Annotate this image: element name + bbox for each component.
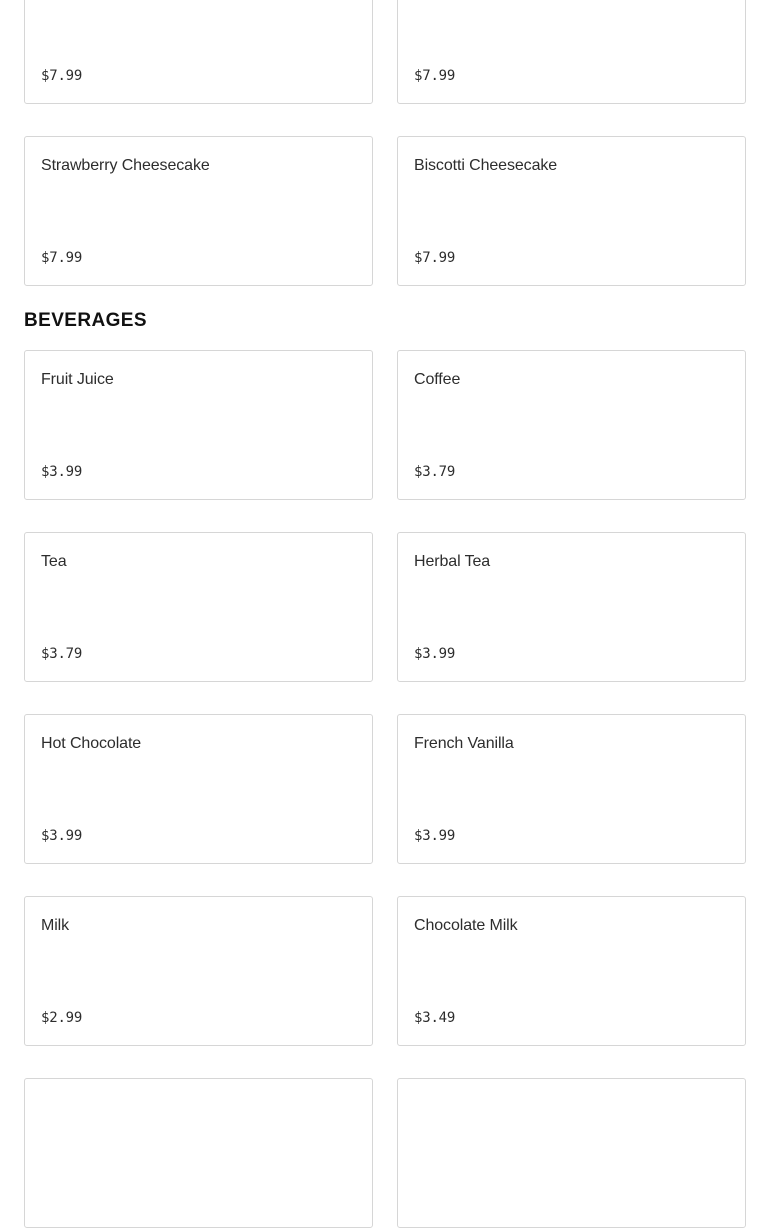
menu-item-price: $3.99 [414, 646, 456, 662]
menu-item-name: Milk [41, 917, 70, 934]
menu-item-name: Fruit Juice [41, 371, 114, 388]
menu-item-price: $7.99 [41, 68, 83, 84]
menu-item-card[interactable] [397, 136, 746, 286]
menu-item-price: $7.99 [41, 250, 83, 266]
menu-item-card[interactable] [397, 1078, 746, 1228]
menu-item-price: $3.49 [414, 1010, 456, 1026]
menu-item-price: $3.79 [41, 646, 83, 662]
menu-item-name: Coffee [414, 371, 461, 388]
menu-item-price: $3.79 [414, 464, 456, 480]
menu-item-card[interactable] [397, 896, 746, 1046]
menu-item-card[interactable] [24, 896, 373, 1046]
menu-item-name: Herbal Tea [414, 553, 491, 570]
menu-item-price: $2.99 [41, 1010, 83, 1026]
menu-item-name: French Vanilla [414, 735, 514, 752]
menu-item-card[interactable] [24, 0, 373, 104]
menu-item-price: $7.99 [414, 250, 456, 266]
menu-item-card[interactable] [24, 532, 373, 682]
menu-item-price: $3.99 [414, 828, 456, 844]
menu-item-price: $3.99 [41, 828, 83, 844]
menu-item-card[interactable] [24, 1078, 373, 1228]
menu-item-card[interactable] [24, 136, 373, 286]
menu-item-name: Strawberry Cheesecake [41, 157, 210, 174]
menu-item-card[interactable] [24, 714, 373, 864]
menu-item-name: Hot Chocolate [41, 735, 142, 752]
menu-item-price: $7.99 [414, 68, 456, 84]
menu-item-card[interactable] [397, 714, 746, 864]
menu-item-card[interactable] [24, 350, 373, 500]
menu-item-name: Biscotti Cheesecake [414, 157, 558, 174]
menu-item-card[interactable] [397, 0, 746, 104]
menu-item-name: Chocolate Milk [414, 917, 518, 934]
menu-item-name: Tea [41, 553, 67, 570]
menu-item-card[interactable] [397, 532, 746, 682]
section-heading-beverages: BEVERAGES [24, 310, 147, 331]
menu-item-price: $3.99 [41, 464, 83, 480]
menu-item-card[interactable] [397, 350, 746, 500]
